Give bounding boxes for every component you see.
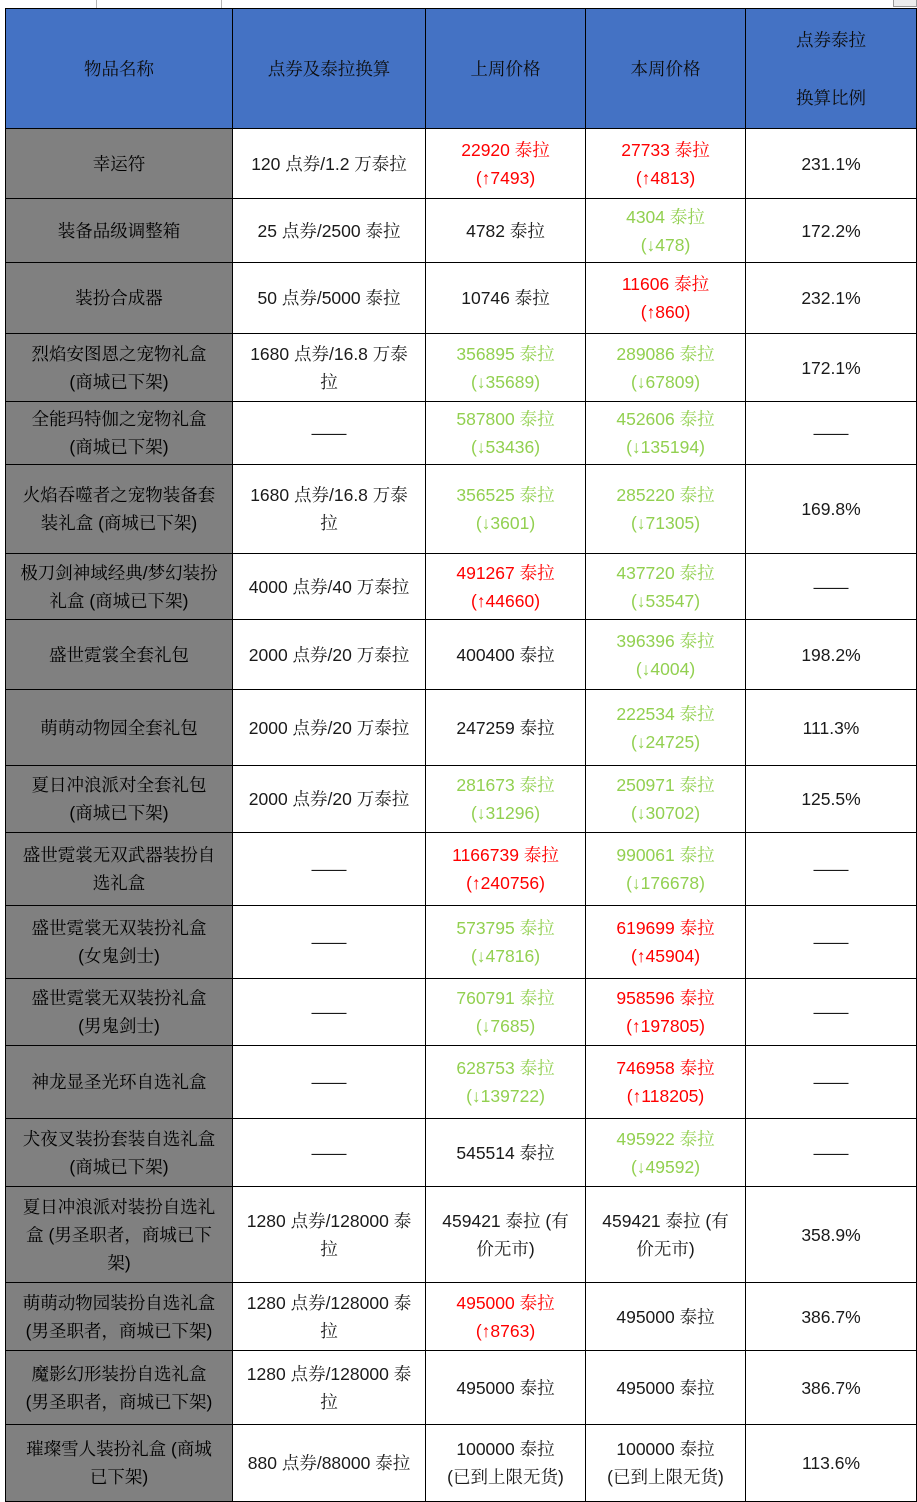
price-value: 222534 泰拉 (616, 703, 715, 724)
price-value: 495000 泰拉 (616, 1377, 715, 1398)
item-name-cell: 极刀剑神域经典/梦幻装扮礼盒 (商城已下架) (6, 554, 233, 620)
price-value: 396396 泰拉 (616, 630, 715, 651)
price-value: 250971 泰拉 (616, 775, 715, 795)
price-change: (↑7493) (475, 167, 536, 188)
item-name-cell: 盛世霓裳无双武器装扮自选礼盒 (6, 833, 233, 906)
conversion-cell: 1280 点券/128000 泰拉 (233, 1187, 426, 1283)
price-value: 285220 泰拉 (616, 485, 715, 505)
col-header-item-name: 物品名称 (6, 9, 233, 129)
last-week-price-cell (426, 833, 586, 906)
table-row (6, 1119, 917, 1187)
table-row (6, 334, 917, 402)
table-row (6, 199, 917, 263)
price-value: 495000 泰拉 (456, 1377, 555, 1398)
ratio-cell: —— (746, 979, 917, 1046)
price-change: (↑118205) (626, 1086, 705, 1106)
price-value: 573795 泰拉 (456, 918, 555, 938)
table-row (6, 690, 917, 766)
ratio-cell: —— (746, 833, 917, 906)
ratio-cell: 172.2% (746, 199, 917, 263)
price-value: 1166739 泰拉 (452, 845, 559, 865)
this-week-price-cell (586, 1187, 746, 1283)
this-week-price-cell (586, 690, 746, 766)
price-change: (↓31296) (470, 803, 541, 823)
header-row (6, 9, 917, 129)
price-change: 价无市) (636, 1238, 695, 1259)
price-change: (↓176678) (626, 873, 705, 893)
this-week-price-cell (586, 1046, 746, 1119)
item-name-cell: 盛世霓裳全套礼包 (6, 620, 233, 690)
last-week-price-cell (426, 1046, 586, 1119)
this-week-price-cell (586, 833, 746, 906)
price-value: 289086 泰拉 (616, 343, 715, 364)
this-week-price-cell (586, 129, 746, 199)
ratio-cell: 169.8% (746, 465, 917, 554)
price-value: 437720 泰拉 (616, 562, 715, 583)
price-change: (↓71305) (630, 513, 701, 533)
table-row (6, 1283, 917, 1351)
ratio-cell: 111.3% (746, 690, 917, 766)
price-value: 4304 泰拉 (626, 206, 705, 227)
price-value: 491267 泰拉 (456, 562, 555, 583)
conversion-cell: —— (233, 979, 426, 1046)
price-value: 958596 泰拉 (616, 988, 715, 1008)
conversion-cell: 120 点券/1.2 万泰拉 (233, 129, 426, 199)
last-week-price-cell (426, 199, 586, 263)
this-week-price-cell (586, 1425, 746, 1502)
price-value: 356525 泰拉 (456, 485, 555, 505)
price-change: (↓30702) (630, 803, 701, 823)
last-week-price-cell (426, 1119, 586, 1187)
conversion-cell: 1680 点券/16.8 万泰拉 (233, 334, 426, 402)
item-name-cell: 犬夜叉装扮套装自选礼盒 (商城已下架) (6, 1119, 233, 1187)
this-week-price-cell (586, 906, 746, 979)
conversion-cell: 880 点券/88000 泰拉 (233, 1425, 426, 1502)
item-name-cell: 萌萌动物园全套礼包 (6, 690, 233, 766)
col-header-this-week-price: 本周价格 (586, 9, 746, 129)
price-change: (↓53547) (630, 590, 701, 611)
price-value: 22920 泰拉 (461, 139, 550, 160)
last-week-price-cell (426, 129, 586, 199)
price-change: (↑197805) (626, 1016, 705, 1036)
ratio-cell: —— (746, 1046, 917, 1119)
price-value: 495000 泰拉 (616, 1306, 715, 1327)
this-week-price-cell (586, 979, 746, 1046)
item-name-cell: 夏日冲浪派对装扮自选礼盒 (男圣职者，商城已下架) (6, 1187, 233, 1283)
ratio-header-lines (752, 26, 910, 112)
item-name-cell: 火焰吞噬者之宠物装备套装礼盒 (商城已下架) (6, 465, 233, 554)
price-change: (↓3601) (475, 513, 536, 533)
ratio-cell: 198.2% (746, 620, 917, 690)
ratio-cell: 386.7% (746, 1351, 917, 1425)
price-value: 100000 泰拉 (456, 1439, 555, 1459)
table-row (6, 1351, 917, 1425)
price-value: 27733 泰拉 (621, 139, 710, 160)
price-value: 459421 泰拉 (有 (442, 1210, 569, 1231)
this-week-price-cell (586, 263, 746, 334)
table-row (6, 465, 917, 554)
ratio-cell: —— (746, 906, 917, 979)
price-change: (↑45904) (630, 946, 701, 966)
price-change: (↓47816) (470, 946, 541, 966)
col-header-last-week-price: 上周价格 (426, 9, 586, 129)
table-row (6, 979, 917, 1046)
conversion-cell: —— (233, 1119, 426, 1187)
item-name-cell: 璀璨雪人装扮礼盒 (商城已下架) (6, 1425, 233, 1502)
screenshot-artifact-right (893, 0, 917, 7)
this-week-price-cell (586, 465, 746, 554)
ratio-cell: 358.9% (746, 1187, 917, 1283)
item-name-cell: 烈焰安图恩之宠物礼盒 (商城已下架) (6, 334, 233, 402)
ratio-cell: 386.7% (746, 1283, 917, 1351)
item-name-cell: 盛世霓裳无双装扮礼盒 (女鬼剑士) (6, 906, 233, 979)
price-value: 281673 泰拉 (456, 775, 555, 795)
table-row (6, 554, 917, 620)
conversion-cell: 2000 点券/20 万泰拉 (233, 766, 426, 833)
price-change: (↓67809) (630, 371, 701, 392)
conversion-cell: —— (233, 402, 426, 465)
table-row (6, 766, 917, 833)
ratio-cell: —— (746, 402, 917, 465)
price-table (5, 8, 917, 1502)
last-week-price-cell (426, 979, 586, 1046)
last-week-price-cell (426, 1187, 586, 1283)
price-change: (↓135194) (626, 437, 705, 457)
last-week-price-cell (426, 465, 586, 554)
conversion-cell: 25 点券/2500 泰拉 (233, 199, 426, 263)
ratio-cell: 232.1% (746, 263, 917, 334)
conversion-cell: —— (233, 906, 426, 979)
price-change: (已到上限无货) (607, 1467, 724, 1487)
price-value: 356895 泰拉 (456, 343, 555, 364)
price-value: 628753 泰拉 (456, 1058, 555, 1078)
table-row (6, 1187, 917, 1283)
table-row (6, 906, 917, 979)
ratio-cell: 125.5% (746, 766, 917, 833)
price-change: (↑44660) (470, 590, 541, 611)
last-week-price-cell (426, 620, 586, 690)
table-row (6, 833, 917, 906)
price-value: 400400 泰拉 (456, 644, 555, 665)
last-week-price-cell (426, 1283, 586, 1351)
table-row (6, 402, 917, 465)
price-change: (↓4004) (635, 658, 696, 679)
this-week-price-cell (586, 1283, 746, 1351)
this-week-price-cell (586, 402, 746, 465)
price-change: (↓24725) (630, 731, 701, 752)
this-week-price-cell (586, 1351, 746, 1425)
last-week-price-cell (426, 263, 586, 334)
table-row (6, 620, 917, 690)
item-name-cell: 装备品级调整箱 (6, 199, 233, 263)
price-change: (已到上限无货) (447, 1467, 564, 1487)
ratio-cell: —— (746, 554, 917, 620)
price-value: 11606 泰拉 (621, 274, 710, 294)
price-change: (↑240756) (466, 873, 545, 893)
conversion-cell: 2000 点券/20 万泰拉 (233, 620, 426, 690)
table-row (6, 1425, 917, 1502)
ratio-cell: —— (746, 1119, 917, 1187)
price-value: 746958 泰拉 (616, 1058, 715, 1078)
last-week-price-cell (426, 906, 586, 979)
last-week-price-cell (426, 1425, 586, 1502)
last-week-price-cell (426, 1351, 586, 1425)
price-value: 100000 泰拉 (616, 1439, 715, 1459)
last-week-price-cell (426, 334, 586, 402)
this-week-price-cell (586, 554, 746, 620)
item-name-cell: 盛世霓裳无双装扮礼盒 (男鬼剑士) (6, 979, 233, 1046)
last-week-price-cell (426, 690, 586, 766)
conversion-cell: 50 点券/5000 泰拉 (233, 263, 426, 334)
price-change: (↓35689) (470, 371, 541, 392)
price-change: (↑860) (640, 302, 691, 322)
conversion-cell: —— (233, 833, 426, 906)
price-value: 452606 泰拉 (616, 409, 715, 429)
last-week-price-cell (426, 554, 586, 620)
price-value: 587800 泰拉 (456, 409, 555, 429)
price-value: 495922 泰拉 (616, 1128, 715, 1149)
this-week-price-cell (586, 334, 746, 402)
ratio-cell: 231.1% (746, 129, 917, 199)
conversion-cell: 2000 点券/20 万泰拉 (233, 690, 426, 766)
col-header-ratio (746, 9, 917, 129)
conversion-cell: —— (233, 1046, 426, 1119)
item-name-cell: 萌萌动物园装扮自选礼盒 (男圣职者，商城已下架) (6, 1283, 233, 1351)
price-change: (↑4813) (635, 167, 696, 188)
price-value: 545514 泰拉 (456, 1142, 555, 1163)
price-change: (↓53436) (470, 437, 541, 457)
price-value: 4782 泰拉 (466, 220, 545, 241)
ratio-cell: 172.1% (746, 334, 917, 402)
price-change: (↓478) (640, 234, 691, 255)
this-week-price-cell (586, 620, 746, 690)
item-name-cell: 神龙显圣光环自选礼盒 (6, 1046, 233, 1119)
table-row (6, 263, 917, 334)
item-name-cell: 全能玛特伽之宠物礼盒 (商城已下架) (6, 402, 233, 465)
table-row (6, 1046, 917, 1119)
table-body (6, 129, 917, 1502)
item-name-cell: 装扮合成器 (6, 263, 233, 334)
price-value: 247259 泰拉 (456, 717, 555, 738)
item-name-cell: 夏日冲浪派对全套礼包 (商城已下架) (6, 766, 233, 833)
price-value: 495000 泰拉 (456, 1292, 555, 1313)
this-week-price-cell (586, 766, 746, 833)
conversion-cell: 1280 点券/128000 泰拉 (233, 1283, 426, 1351)
this-week-price-cell (586, 199, 746, 263)
price-value: 459421 泰拉 (有 (602, 1210, 729, 1231)
col-header-conversion: 点券及泰拉换算 (233, 9, 426, 129)
table-row (6, 129, 917, 199)
last-week-price-cell (426, 766, 586, 833)
item-name-cell: 魔影幻形装扮自选礼盒 (男圣职者，商城已下架) (6, 1351, 233, 1425)
conversion-cell: 1680 点券/16.8 万泰拉 (233, 465, 426, 554)
price-change: (↓7685) (475, 1016, 536, 1036)
item-name-cell: 幸运符 (6, 129, 233, 199)
price-value: 619699 泰拉 (616, 918, 715, 938)
price-change: (↓49592) (630, 1156, 701, 1177)
this-week-price-cell (586, 1119, 746, 1187)
price-value: 760791 泰拉 (456, 988, 555, 1008)
price-value: 990061 泰拉 (616, 845, 715, 865)
last-week-price-cell (426, 402, 586, 465)
ratio-header-line2: 换算比例 (796, 87, 866, 108)
conversion-cell: 4000 点券/40 万泰拉 (233, 554, 426, 620)
ratio-cell: 113.6% (746, 1425, 917, 1502)
price-change: (↓139722) (466, 1086, 545, 1106)
price-change: (↑8763) (475, 1320, 536, 1341)
price-change: 价无市) (476, 1238, 535, 1259)
conversion-cell: 1280 点券/128000 泰拉 (233, 1351, 426, 1425)
price-value: 10746 泰拉 (461, 288, 550, 308)
ratio-header-line1: 点券泰拉 (796, 29, 866, 50)
